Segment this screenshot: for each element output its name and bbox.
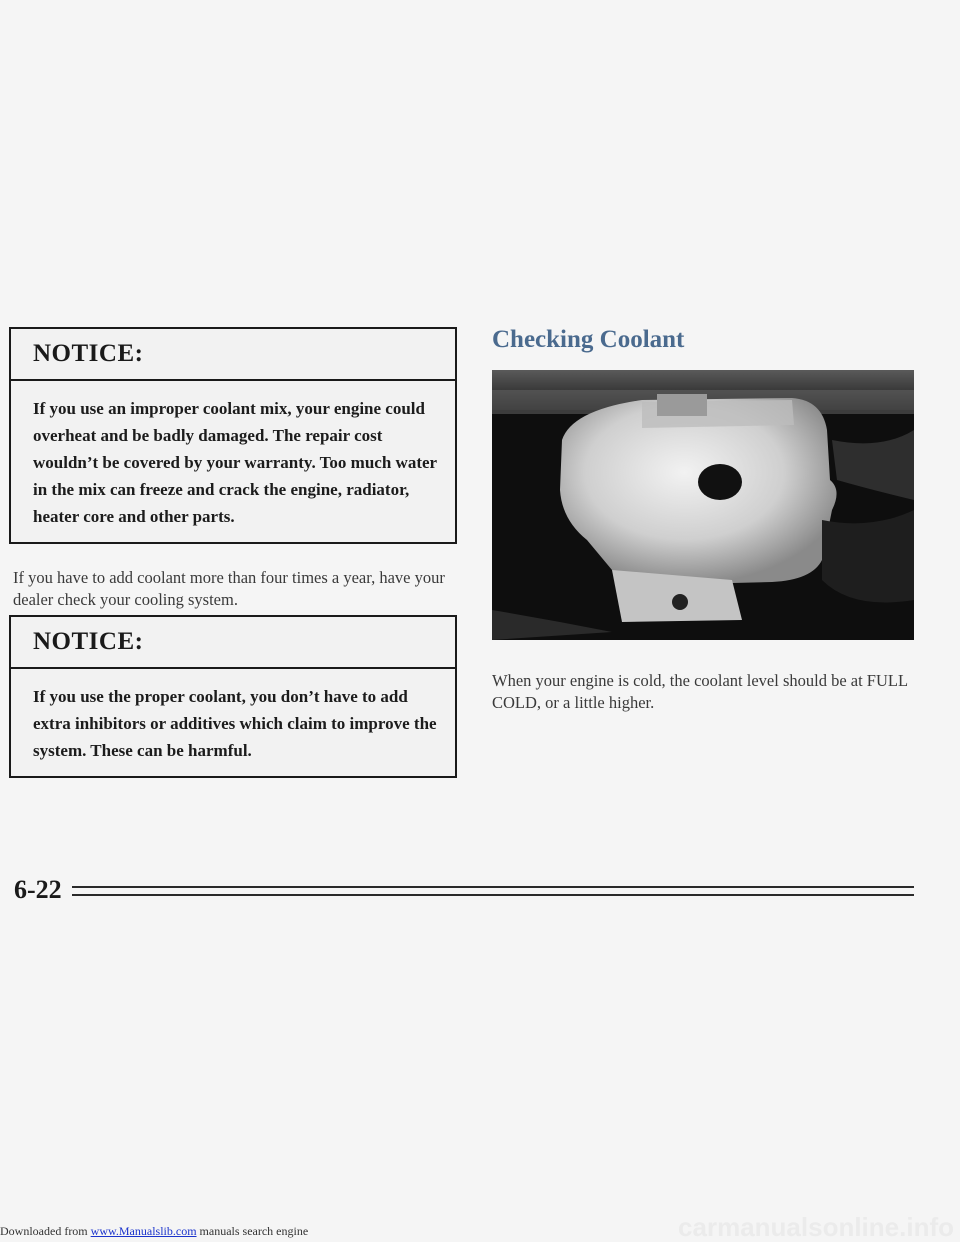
download-note-suffix: manuals search engine [196,1224,309,1238]
cooling-system-paragraph: If you have to add coolant more than four times a year, have your dealer check your cooling system. [13,568,445,609]
notice-heading: NOTICE: [11,329,455,381]
download-note [0,1224,308,1239]
coolant-reservoir-photo [492,370,914,640]
watermark: carmanualsonline.info [678,1212,954,1242]
section-heading: Checking Coolant [492,326,685,353]
notice-box-coolant-mix [9,327,457,544]
notice-box-additives [9,615,457,778]
notice-text: If you use an improper coolant mix, your engine could overheat and be badly damaged. The repair cost wouldn’t be covered by your warranty. Too much water in the mix can freeze and crack the engine, radiator, heater core and other parts. [33,399,437,526]
page-number: 6-22 [14,875,62,904]
notice-text: If you use the proper coolant, you don’t have to add extra inhibitors or additives which claim to improve the system. These can be harmful. [33,687,437,760]
download-note-prefix: Downloaded from [0,1224,91,1238]
notice-heading: NOTICE: [11,617,455,669]
footer-rule [72,886,914,896]
manualslib-link[interactable]: www.Manualslib.com [90,1224,197,1238]
coolant-reservoir-illustration [492,370,914,640]
coolant-level-paragraph: When your engine is cold, the coolant level should be at FULL COLD, or a little higher. [492,671,908,712]
